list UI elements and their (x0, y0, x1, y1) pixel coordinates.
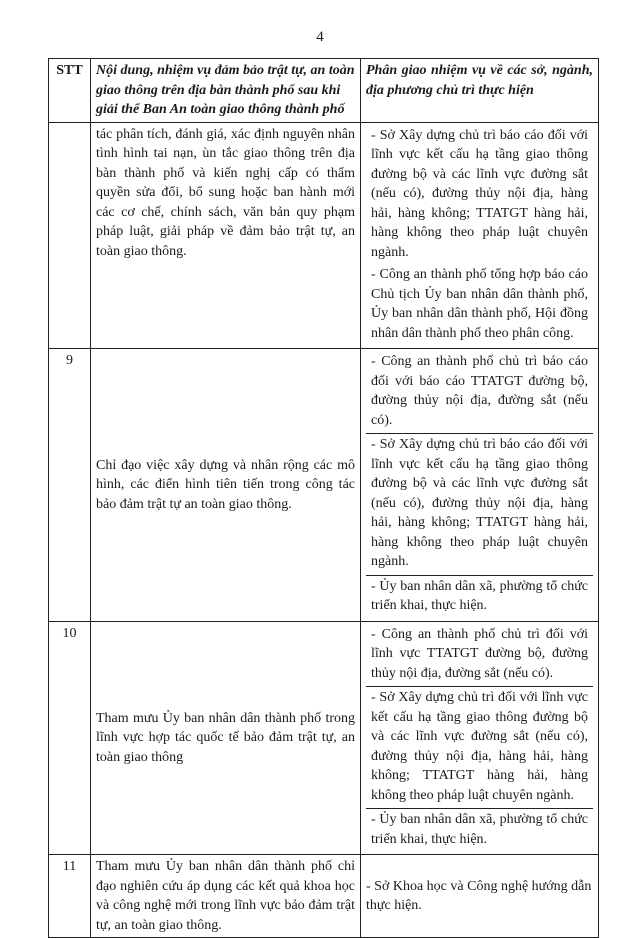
row-stt: 11 (49, 855, 91, 938)
row-task: Tham mưu Ủy ban nhân dân thành phố trong lĩnh vực hợp tác quốc tế bảo đảm trật tự, an toàn giao thông (91, 621, 361, 855)
responsibility-item: - Ủy ban nhân dân xã, phường tổ chức triển khai, thực hiện. (366, 808, 593, 852)
responsibility-item: - Công an thành phố chủ trì báo cáo đối với báo cáo TTATGT đường bộ, đường thủy nội địa, đường sắt (nếu có). (371, 354, 588, 428)
row-task: tác phân tích, đánh giá, xác định nguyên nhân tình hình tai nạn, ùn tắc giao thông trên địa bàn thành phố và kiến nghị cấp có thẩm quyền sửa đổi, bổ sung hoặc ban hành mới các cơ chế, chính sách, văn bản quy phạm pháp luật, giải pháp về đảm bảo trật tự, an toàn giao thông. (91, 122, 361, 349)
row-stt: 9 (49, 349, 91, 622)
page-number: 4 (316, 29, 324, 45)
responsibility-item: - Công an thành phố chủ trì đối với lĩnh vực TTATGT đường bộ, đường thủy nội địa, đường sắt (nếu có). (371, 626, 588, 681)
header-task: Nội dung, nhiệm vụ đảm bảo trật tự, an toàn giao thông trên địa bàn thành phố sau khi giải thể Ban An toàn giao thông thành phố (91, 59, 361, 123)
table-row (49, 122, 599, 349)
row-responsibilities (361, 349, 599, 622)
responsibility-item: - Sở Xây dựng chủ trì báo cáo đối với lĩnh vực kết cấu hạ tầng giao thông đường bộ và các lĩnh vực đường sắt (nếu có), đường thủy nội địa, hàng hải, hàng không; TTATGT hàng hải, hàng không theo pháp luật chuyên ngành. (371, 127, 588, 260)
table-row (49, 855, 599, 938)
table-header-row (49, 59, 599, 123)
row-stt: 10 (49, 621, 91, 855)
responsibility-item: - Ủy ban nhân dân xã, phường tổ chức triển khai, thực hiện. (366, 575, 593, 619)
responsibility-item: - Công an thành phố tổng hợp báo cáo Chủ tịch Ủy ban nhân dân thành phố, Ủy ban nhân dân thành phố, Hội đồng nhân dân thành phố theo phân công. (371, 267, 588, 341)
row-task: Tham mưu Ủy ban nhân dân thành phố chỉ đạo nghiên cứu áp dụng các kết quả khoa học và công nghệ mới trong lĩnh vực bảo đảm trật tự, an toàn giao thông. (91, 855, 361, 938)
task-assignment-table (48, 58, 599, 938)
table-row (49, 349, 599, 622)
row-responsibilities (361, 122, 599, 349)
responsibility-item: - Sở Xây dựng chủ trì đối với lĩnh vực kết cấu hạ tầng giao thông đường bộ và các lĩnh vực đường sắt (nếu có), đường thủy nội địa, hàng hải, hàng không; TTATGT hàng hải, hàng không theo pháp luật chuyên ngành. (366, 686, 593, 808)
responsibility-item: - Sở Xây dựng chủ trì báo cáo đối với lĩnh vực kết cấu hạ tầng giao thông đường bộ và các lĩnh vực đường sắt (nếu có), đường thủy nội địa, hàng hải, hàng không; TTATGT hàng hải, hàng không theo pháp luật chuyên ngành. (366, 433, 593, 575)
row-responsibility: - Sở Khoa học và Công nghệ hướng dẫn thực hiện. (361, 855, 599, 938)
row-stt (49, 122, 91, 349)
row-responsibilities (361, 621, 599, 855)
row-task: Chỉ đạo việc xây dựng và nhân rộng các mô hình, các điển hình tiên tiến trong công tác bảo đảm trật tự an toàn giao thông. (91, 349, 361, 622)
header-stt: STT (49, 59, 91, 123)
table-row (49, 621, 599, 855)
header-responsibility: Phân giao nhiệm vụ về các sở, ngành, địa phương chủ trì thực hiện (361, 59, 599, 123)
